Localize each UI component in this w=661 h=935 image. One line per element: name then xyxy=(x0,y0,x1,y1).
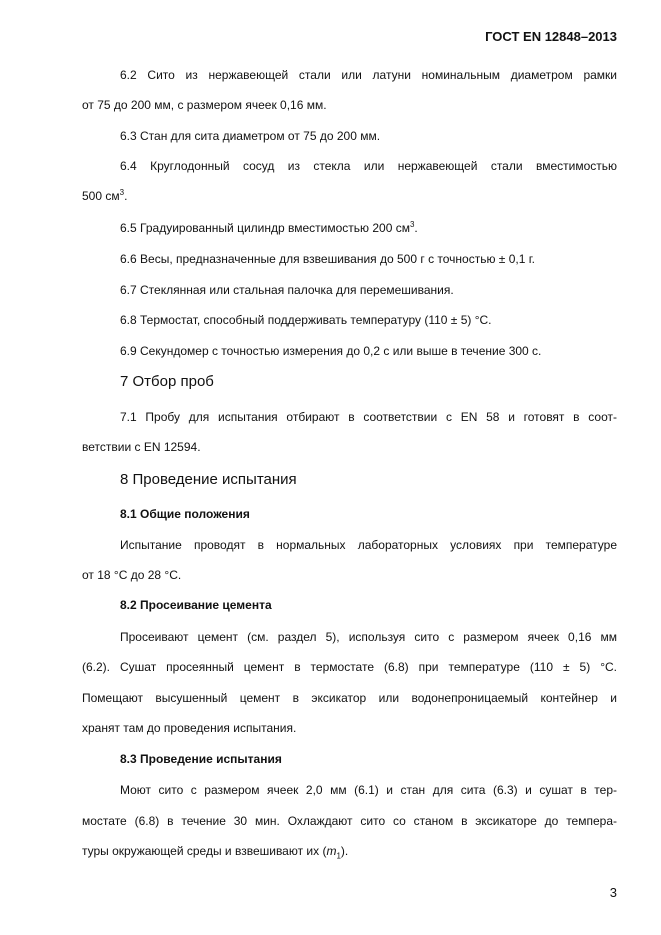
document-code-header: ГОСТ EN 12848–2013 xyxy=(485,29,617,44)
closing-paren: ). xyxy=(340,844,349,858)
paragraph-6-2-line2: от 75 до 200 мм, с размером ячеек 0,16 мм. xyxy=(82,98,327,112)
period: . xyxy=(124,189,128,203)
paragraph-8-2-line2: (6.2). Сушат просеянный цемент в термостате (6.8) при температуре (110 ± 5) °С. xyxy=(82,660,617,674)
paragraph-8-3-line1: Моют сито с размером ячеек 2,0 мм (6.1) и стан для сита (6.3) и сушат в тер- xyxy=(120,783,617,797)
paragraph-7-1-line2: ветствии с EN 12594. xyxy=(82,440,201,454)
volume-text: 500 см xyxy=(82,189,120,203)
paragraph-6-4-line1: 6.4 Круглодонный сосуд из стекла или нержавеющей стали вместимостью xyxy=(120,159,617,173)
paragraph-8-1-line1: Испытание проводят в нормальных лабораторных условиях при температуре xyxy=(120,538,617,552)
paragraph-7-1-line1: 7.1 Пробу для испытания отбирают в соответствии с EN 58 и готовят в соот- xyxy=(120,410,617,424)
superscript: 3 xyxy=(409,220,415,229)
paragraph-8-2-line3: Помещают высушенный цемент в эксикатор или водонепроницаемый контейнер и xyxy=(82,691,617,705)
superscript: 3 xyxy=(119,188,125,197)
paragraph-6-8: 6.8 Термостат, способный поддерживать температуру (110 ± 5) °С. xyxy=(120,313,492,327)
period: . xyxy=(414,221,418,235)
paragraph-8-3-line2: мостате (6.8) в течение 30 мин. Охлаждают сито со станом в эксикаторе до темпера- xyxy=(82,814,617,828)
paragraph-6-5 xyxy=(120,220,418,236)
subscript: 1 xyxy=(336,851,341,861)
section-7-heading: 7 Отбор проб xyxy=(120,373,214,390)
subsection-8-2-heading: 8.2 Просеивание цемента xyxy=(120,598,272,612)
paragraph-6-9: 6.9 Секундомер с точностью измерения до 0,2 с или выше в течение 300 с. xyxy=(120,344,542,358)
paragraph-8-2-line4: хранят там до проведения испытания. xyxy=(82,721,297,735)
subsection-8-1-heading: 8.1 Общие положения xyxy=(120,507,250,521)
page-number: 3 xyxy=(609,885,617,900)
paragraph-6-5-text: 6.5 Градуированный цилиндр вместимостью 200 см xyxy=(120,221,410,235)
paragraph-6-2-line1: 6.2 Сито из нержавеющей стали или латуни номинальным диаметром рамки xyxy=(120,68,617,82)
subsection-8-3-heading: 8.3 Проведение испытания xyxy=(120,752,282,766)
section-8-heading: 8 Проведение испытания xyxy=(120,471,297,488)
paragraph-8-1-line2: от 18 °С до 28 °С. xyxy=(82,568,182,582)
paragraph-8-3-text: туры окружающей среды и взвешивают их ( xyxy=(82,844,327,858)
mass-variable: m xyxy=(326,844,337,858)
paragraph-6-7: 6.7 Стеклянная или стальная палочка для перемешивания. xyxy=(120,283,454,297)
paragraph-6-3: 6.3 Стан для сита диаметром от 75 до 200 мм. xyxy=(120,129,381,143)
paragraph-6-4-line2 xyxy=(82,188,127,204)
paragraph-8-3-line3 xyxy=(82,843,348,864)
paragraph-6-6: 6.6 Весы, предназначенные для взвешивания до 500 г с точностью ± 0,1 г. xyxy=(120,252,535,266)
paragraph-8-2-line1: Просеивают цемент (см. раздел 5), используя сито с размером ячеек 0,16 мм xyxy=(120,630,617,644)
